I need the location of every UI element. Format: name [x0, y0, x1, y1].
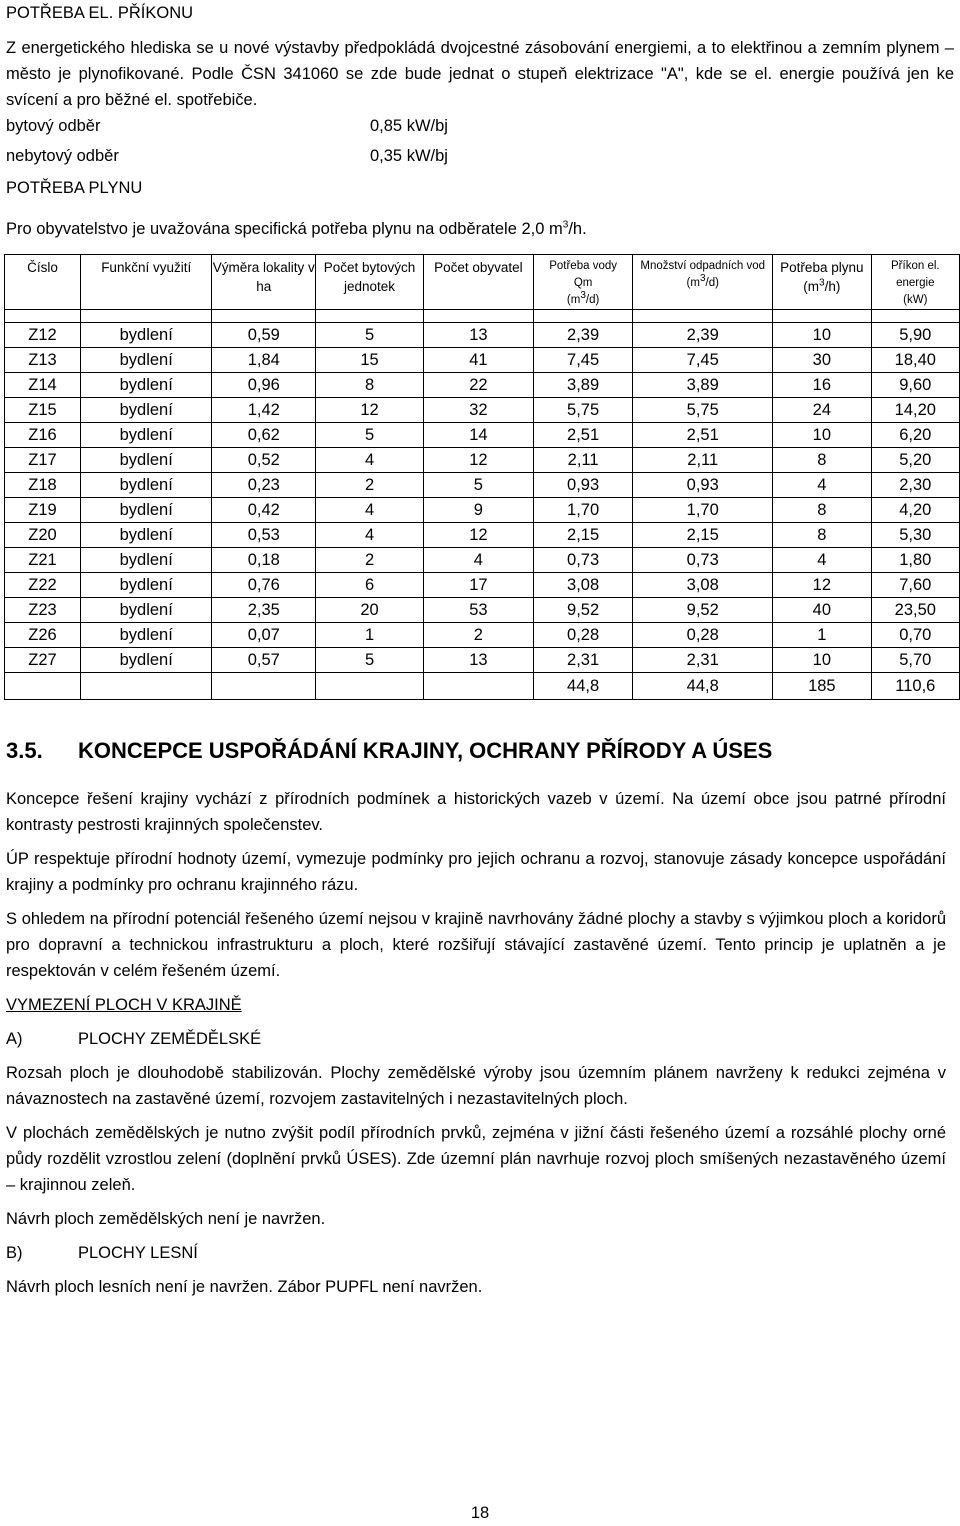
power-paragraph: Z energetického hlediska se u nové výstavby předpokládá dvojcestné zásobování energiemi, a to elektřinou a zemním plynem – město je plynofikované. Podle ČSN 341060 se zde bude jednat o stupeň elektrizace "A", kde se el. energie používá jen ke svícení a pro běžné el. spotřebiče. — [6, 39, 954, 109]
table-cell: 5,90 — [871, 323, 959, 348]
table-cell: 13 — [423, 323, 533, 348]
subsection-b-heading: B) PLOCHY LESNÍ — [6, 1244, 198, 1262]
table-cell: 2,39 — [533, 323, 633, 348]
table-cell: 4,20 — [871, 498, 959, 523]
table-cell: 0,96 — [212, 373, 316, 398]
table-cell: 16 — [773, 373, 872, 398]
table-row — [5, 373, 960, 398]
table-cell: 3,89 — [533, 373, 633, 398]
table-cell: 0,28 — [533, 623, 633, 648]
table-total-row — [5, 673, 960, 700]
table-cell: Z22 — [5, 573, 81, 598]
table-cell: 2,31 — [633, 648, 773, 673]
table-cell: 5 — [316, 323, 424, 348]
table-cell: 1,80 — [871, 548, 959, 573]
table-cell: Z20 — [5, 523, 81, 548]
header-funkce: Funkční využití — [80, 255, 211, 310]
table-cell: Z18 — [5, 473, 81, 498]
table-cell: 22 — [423, 373, 533, 398]
table-cell: 53 — [423, 598, 533, 623]
table-cell: 2,15 — [533, 523, 633, 548]
table-cell: Z17 — [5, 448, 81, 473]
table-cell: 2,11 — [633, 448, 773, 473]
table-cell: Z19 — [5, 498, 81, 523]
total-cell: 44,8 — [633, 673, 773, 700]
table-cell: 8 — [773, 448, 872, 473]
table-cell: 2 — [423, 623, 533, 648]
table-cell: Z26 — [5, 623, 81, 648]
table-cell: 17 — [423, 573, 533, 598]
table-cell: 5 — [423, 473, 533, 498]
table-cell: 0,62 — [212, 423, 316, 448]
power-heading: POTŘEBA EL. PŘÍKONU — [6, 4, 194, 22]
table-cell: 0,57 — [212, 648, 316, 673]
table-cell: 5,20 — [871, 448, 959, 473]
table-cell: 3,89 — [633, 373, 773, 398]
total-cell: 110,6 — [871, 673, 959, 700]
consumption-value: 0,85 kW/bj — [370, 117, 448, 135]
table-cell: 0,73 — [533, 548, 633, 573]
total-cell — [423, 673, 533, 700]
header-plyn: Potřeba plynu $(m^3/h)$ — [773, 255, 872, 310]
table-cell: Z12 — [5, 323, 81, 348]
table-row — [5, 598, 960, 623]
table-cell: 4 — [316, 523, 424, 548]
table-cell: 13 — [423, 648, 533, 673]
subheading: VYMEZENÍ PLOCH V KRAJINĚ — [6, 996, 242, 1014]
table-cell: 0,53 — [212, 523, 316, 548]
table-row — [5, 548, 960, 573]
table-cell: 14,20 — [871, 398, 959, 423]
table-cell: 5,70 — [871, 648, 959, 673]
table-cell: 7,60 — [871, 573, 959, 598]
table-cell: 5,30 — [871, 523, 959, 548]
table-header-row — [5, 255, 960, 310]
table-cell: 2,31 — [533, 648, 633, 673]
table-cell: 12 — [423, 448, 533, 473]
total-cell — [212, 673, 316, 700]
section-paragraph: Rozsah ploch je dlouhodobě stabilizován. Plochy zemědělské výroby jsou územním plánem navrženy k redukci zejména v návaznostech na zastavěné území, rozvojem zastavitelných i nezastavitelných ploch. — [6, 1064, 946, 1108]
table-cell: Z15 — [5, 398, 81, 423]
table-cell: 2,30 — [871, 473, 959, 498]
table-cell: 5,75 — [533, 398, 633, 423]
table-row — [5, 523, 960, 548]
header-cislo: Číslo — [5, 255, 81, 310]
section-paragraph: Návrh ploch lesních není je navržen. Zábor PUPFL není navržen. — [6, 1278, 483, 1296]
table-cell: 2,39 — [633, 323, 773, 348]
section-paragraph: ÚP respektuje přírodní hodnoty území, vymezuje podmínky pro jejich ochranu a rozvoj, stanovuje zásady koncepce uspořádání krajiny a podmínky pro ochranu krajinného rázu. — [6, 850, 946, 894]
table-cell: 2 — [316, 473, 424, 498]
table-cell: 3,08 — [633, 573, 773, 598]
table-cell: bydlení — [80, 498, 211, 523]
table-row — [5, 398, 960, 423]
table-cell: Z27 — [5, 648, 81, 673]
section-body — [6, 786, 946, 1308]
table-cell: 5 — [316, 423, 424, 448]
table-cell: 0,07 — [212, 623, 316, 648]
table-cell: 15 — [316, 348, 424, 373]
table-cell: 0,23 — [212, 473, 316, 498]
table-cell: 2 — [316, 548, 424, 573]
table-cell: 0,93 — [633, 473, 773, 498]
table-cell: 0,93 — [533, 473, 633, 498]
table-cell: 6,20 — [871, 423, 959, 448]
consumption-row-nonresidential — [6, 143, 954, 169]
table-cell: 12 — [316, 398, 424, 423]
table-cell: Z21 — [5, 548, 81, 573]
table-cell: 8 — [316, 373, 424, 398]
table-cell: 32 — [423, 398, 533, 423]
table-cell: bydlení — [80, 348, 211, 373]
total-cell: 44,8 — [533, 673, 633, 700]
table-cell: bydlení — [80, 373, 211, 398]
table-cell: 9,52 — [633, 598, 773, 623]
table-cell: 12 — [773, 573, 872, 598]
table-row — [5, 573, 960, 598]
table-cell: 10 — [773, 323, 872, 348]
table-cell: 10 — [773, 423, 872, 448]
table-cell: bydlení — [80, 523, 211, 548]
table-cell: 4 — [316, 498, 424, 523]
consumption-label: bytový odběr — [6, 117, 101, 135]
table-row — [5, 348, 960, 373]
table-cell: 4 — [773, 473, 872, 498]
header-prikon: Příkon el. energie (kW) — [871, 255, 959, 310]
table-cell: 1 — [316, 623, 424, 648]
table-cell: Z16 — [5, 423, 81, 448]
table-cell: 41 — [423, 348, 533, 373]
table-cell: 4 — [316, 448, 424, 473]
consumption-label: nebytový odběr — [6, 147, 119, 165]
table-cell: bydlení — [80, 648, 211, 673]
table-cell: 12 — [423, 523, 533, 548]
table-cell: 0,42 — [212, 498, 316, 523]
table-row — [5, 423, 960, 448]
table-cell: bydlení — [80, 598, 211, 623]
header-obyvatel: Počet obyvatel — [423, 255, 533, 310]
section-paragraph: S ohledem na přírodní potenciál řešeného území nejsou v krajině navrhovány žádné plochy a stavby s výjimkou ploch a koridorů pro dopravní a technickou infrastrukturu a ploch, které rozšiřují stávající zastavěné území. Tento princip je uplatněn a je respektován v celém řešeném území. — [6, 910, 946, 980]
table-cell: bydlení — [80, 398, 211, 423]
table-cell: 3,08 — [533, 573, 633, 598]
section-heading: 3.5. KONCEPCE USPOŘÁDÁNÍ KRAJINY, OCHRANY PŘÍRODY A ÚSES — [6, 738, 773, 763]
header-vymera: Výměra lokality v ha — [212, 255, 316, 310]
consumption-row-residential — [6, 113, 954, 139]
table-spacer-row — [5, 310, 960, 323]
page-number: 18 — [470, 1504, 490, 1522]
table-cell: 9 — [423, 498, 533, 523]
table-row — [5, 323, 960, 348]
table-cell: bydlení — [80, 623, 211, 648]
table-cell: 0,73 — [633, 548, 773, 573]
table-cell: 1 — [773, 623, 872, 648]
table-cell: bydlení — [80, 473, 211, 498]
demand-table — [4, 254, 960, 700]
table-cell: 0,59 — [212, 323, 316, 348]
total-cell — [5, 673, 81, 700]
table-cell: 4 — [773, 548, 872, 573]
table-cell: 0,18 — [212, 548, 316, 573]
table-cell: bydlení — [80, 448, 211, 473]
table-cell: bydlení — [80, 423, 211, 448]
table-row — [5, 648, 960, 673]
table-cell: 8 — [773, 523, 872, 548]
table-cell: 0,76 — [212, 573, 316, 598]
table-cell: 0,52 — [212, 448, 316, 473]
table-cell: 5 — [316, 648, 424, 673]
table-cell: 1,84 — [212, 348, 316, 373]
table-cell: bydlení — [80, 573, 211, 598]
table-cell: bydlení — [80, 548, 211, 573]
header-voda: Potřeba vody Qm $(m^3/d)$ — [533, 255, 633, 310]
header-odpad: Množství odpadních vod $(m^3/d)$ — [633, 255, 773, 310]
table-cell: 2,35 — [212, 598, 316, 623]
gas-paragraph: Pro obyvatelstvo je uvažována specifická potřeba plynu na odběratele 2,0 $m^3/h$. — [6, 219, 587, 238]
table-cell: 14 — [423, 423, 533, 448]
table-cell: 5,75 — [633, 398, 773, 423]
consumption-value: 0,35 kW/bj — [370, 147, 448, 165]
table-row — [5, 473, 960, 498]
table-row — [5, 448, 960, 473]
table-cell: 0,70 — [871, 623, 959, 648]
table-cell: 24 — [773, 398, 872, 423]
total-cell — [316, 673, 424, 700]
table-cell: bydlení — [80, 323, 211, 348]
section-paragraph: V plochách zemědělských je nutno zvýšit podíl přírodních prvků, zejména v jižní části řešeného území a rozsáhlé plochy orné půdy rozdělit vzrostlou zelení (doplnění prvků ÚSES). Zde územní plán navrhuje rozvoj ploch smíšených nezastavěného území – krajinnou zeleň. — [6, 1124, 946, 1194]
table-cell: Z23 — [5, 598, 81, 623]
table-row — [5, 498, 960, 523]
table-cell: 18,40 — [871, 348, 959, 373]
table-cell: 1,70 — [633, 498, 773, 523]
table-cell: 9,52 — [533, 598, 633, 623]
table-cell: 10 — [773, 648, 872, 673]
table-cell: 1,42 — [212, 398, 316, 423]
table-cell: 30 — [773, 348, 872, 373]
header-bytu: Počet bytových jednotek — [316, 255, 424, 310]
table-cell: 2,11 — [533, 448, 633, 473]
table-cell: 6 — [316, 573, 424, 598]
section-paragraph: Návrh ploch zemědělských není je navržen. — [6, 1210, 326, 1228]
section-paragraph: Koncepce řešení krajiny vychází z přírodních podmínek a historických vazeb v území. Na území obce jsou patrné přírodní kontrasty pestrosti krajinných společenstev. — [6, 790, 946, 834]
table-row — [5, 623, 960, 648]
table-cell: 23,50 — [871, 598, 959, 623]
table-cell: Z13 — [5, 348, 81, 373]
gas-heading: POTŘEBA PLYNU — [6, 179, 143, 197]
total-cell: 185 — [773, 673, 872, 700]
page-top — [6, 0, 954, 242]
table-cell: 7,45 — [533, 348, 633, 373]
total-cell — [80, 673, 211, 700]
table-cell: 2,15 — [633, 523, 773, 548]
table-cell: 9,60 — [871, 373, 959, 398]
table-cell: Z14 — [5, 373, 81, 398]
table-cell: 8 — [773, 498, 872, 523]
table-cell: 2,51 — [633, 423, 773, 448]
table-cell: 0,28 — [633, 623, 773, 648]
table-cell: 7,45 — [633, 348, 773, 373]
table-cell: 4 — [423, 548, 533, 573]
table-cell: 40 — [773, 598, 872, 623]
table-cell: 20 — [316, 598, 424, 623]
table-cell: 1,70 — [533, 498, 633, 523]
table-cell: 2,51 — [533, 423, 633, 448]
subsection-a-heading: A) PLOCHY ZEMĚDĚLSKÉ — [6, 1030, 262, 1048]
